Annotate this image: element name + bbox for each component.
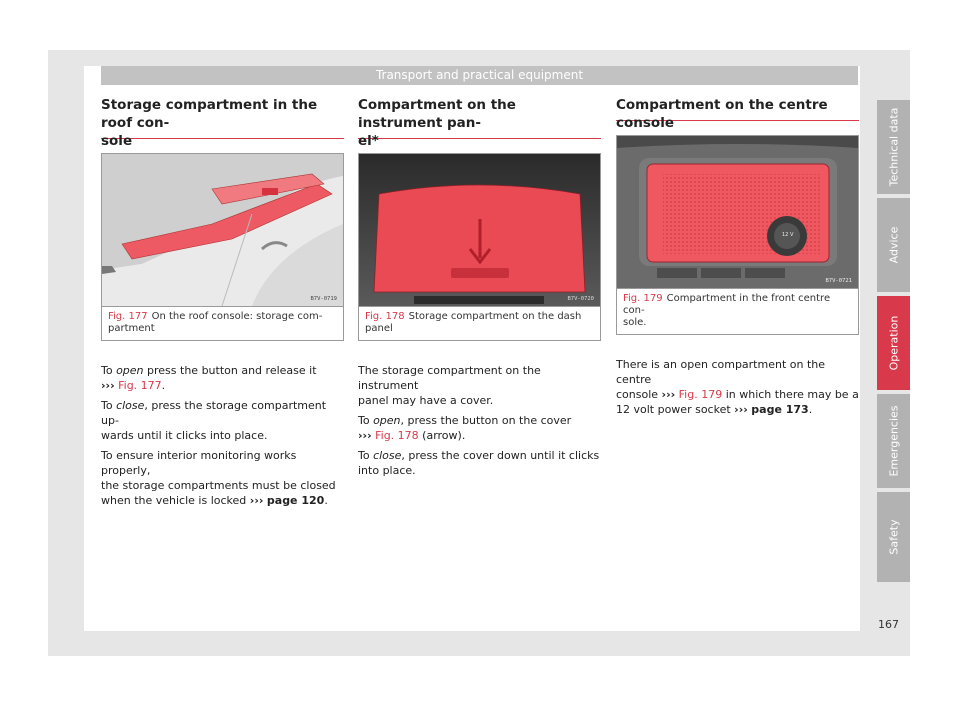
centre-console-illustration [617,136,858,288]
paragraph: To ensure interior monitoring works properly, the storage compartments must be closed when the vehicle is locked ››› page 120. [101,449,336,507]
tab-technical-data[interactable]: Technical data [877,100,910,194]
tab-safety[interactable]: Safety [877,492,910,582]
page-link[interactable]: page 173 [751,403,809,416]
column-roof-console [101,96,344,513]
paragraph: To open, press the button on the cover ››› Fig. 178 (arrow). [358,414,572,442]
figure-code: B7V-0719 [310,296,337,302]
figure-caption: Fig. 179 Compartment in the front centre con- sole. [617,288,858,334]
paragraph: There is an open compartment on the centre console ››› Fig. 179 in which there may be a 12 volt power socket ››› page 173. [616,358,859,416]
section-title: Compartment on the instrument pan- el* [358,96,601,139]
figure-caption: Fig. 178 Storage compartment on the dash panel [359,306,600,340]
socket-label: 12 V [782,232,794,238]
section-title: Compartment on the centre console [616,96,859,121]
page-link[interactable]: page 120 [266,494,325,507]
section-header: Transport and practical equipment [101,66,858,85]
body-text [101,363,344,508]
paragraph: To open press the button and release it ››› Fig. 177. [101,364,317,392]
dash-panel-illustration [359,154,600,306]
paragraph: The storage compartment on the instrument panel may have a cover. [358,364,541,407]
figure-link[interactable]: Fig. 177 [118,379,162,392]
figure-179 [616,135,859,335]
figure-code: B7V-0720 [567,296,594,302]
page-number: 167 [878,618,899,631]
figure-178 [358,153,601,341]
paragraph: To close, press the cover down until it clicks into place. [358,449,600,477]
section-title: Storage compartment in the roof con- sole [101,96,344,139]
body-text [616,357,859,417]
body-text [358,363,601,478]
tab-advice[interactable]: Advice [877,198,910,292]
figure-link[interactable]: Fig. 179 [678,388,723,401]
figure-caption: Fig. 177 On the roof console: storage com- partment [102,306,343,340]
column-instrument-panel [358,96,601,483]
figure-code: B7V-0721 [825,278,852,284]
figure-link[interactable]: Fig. 178 [375,429,419,442]
paragraph: To close, press the storage compartment up- wards until it clicks into place. [101,399,327,442]
tab-operation[interactable]: Operation [877,296,910,390]
roof-console-illustration [102,154,343,306]
figure-177 [101,153,344,341]
column-centre-console [616,96,859,422]
tab-emergencies[interactable]: Emergencies [877,394,910,488]
